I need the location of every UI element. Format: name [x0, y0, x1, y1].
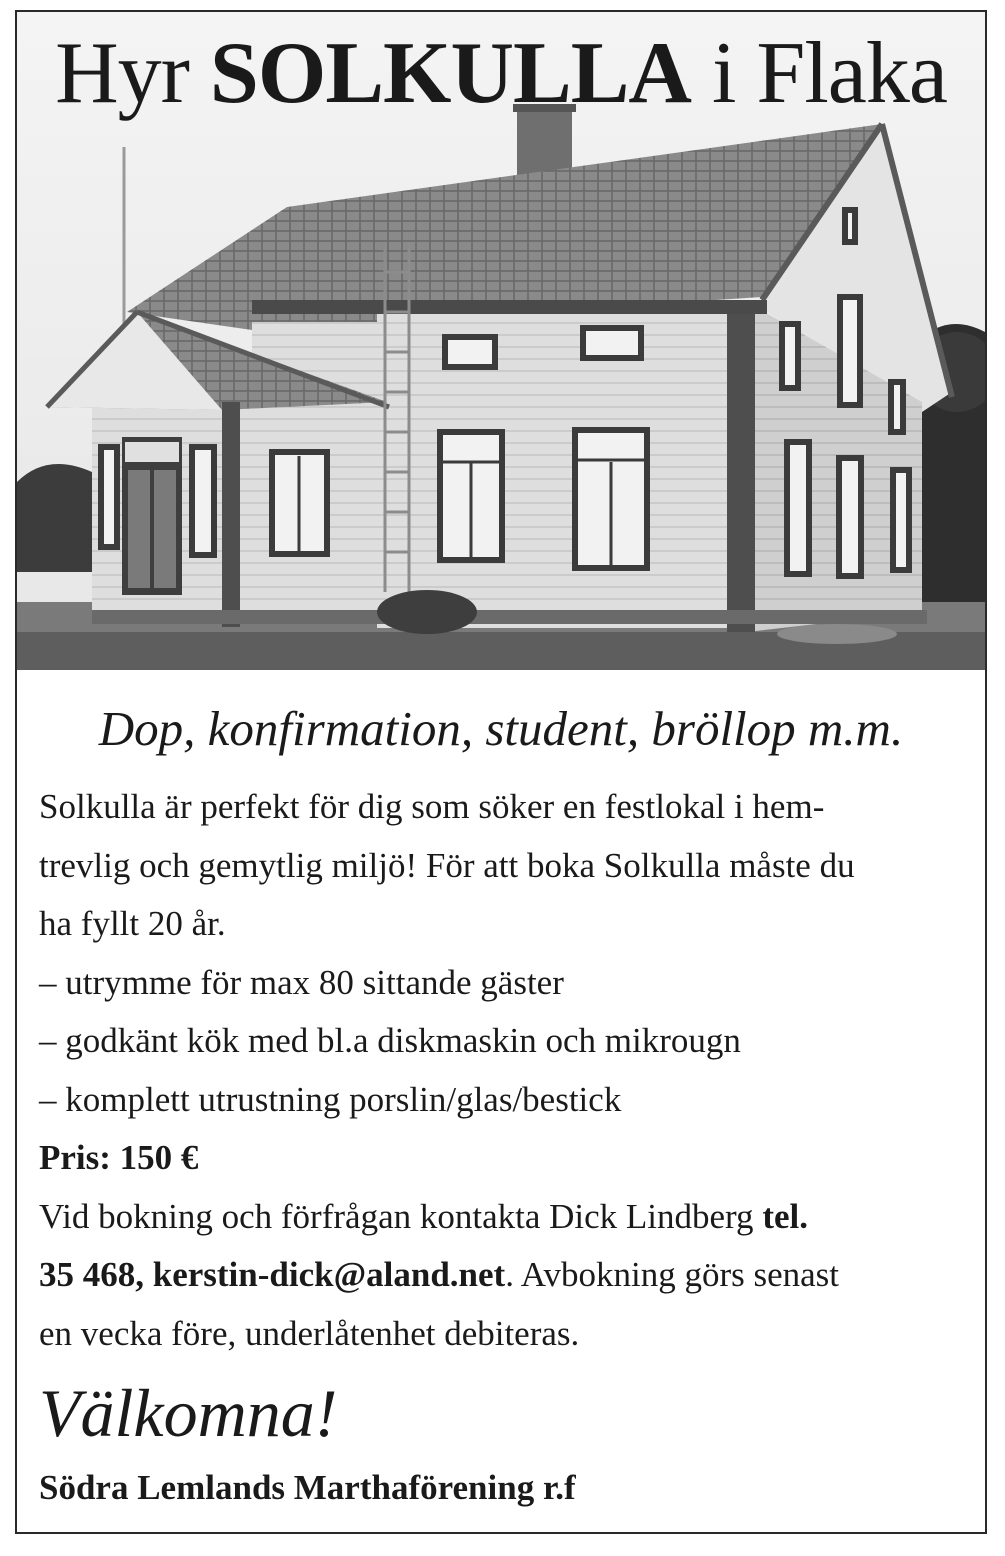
contact-line-3: en vecka före, underlåtenhet debiteras. [39, 1313, 580, 1353]
feature-seating: – utrymme för max 80 sittande gäster [39, 962, 564, 1002]
advertisement-frame [15, 10, 987, 1534]
welcome-text: Välkomna! [39, 1375, 338, 1451]
cancellation-text: . Avbokning görs senast [505, 1255, 840, 1294]
occasions-subheading: Dop, konfirmation, student, bröllop m.m. [98, 701, 904, 756]
contact-line-2 [39, 1246, 969, 1305]
intro-line-3: ha fyllt 20 år. [39, 904, 226, 943]
intro-line-1: Solkulla är perfekt för dig som söker en festlokal i hem- [39, 787, 825, 826]
organization-name: Södra Lemlands Marthaförening r.f [39, 1468, 576, 1507]
tel-label: tel. [762, 1196, 808, 1236]
headline-location: i Flaka [711, 25, 947, 122]
headline-solkulla: SOLKULLA [209, 25, 691, 122]
contact-line-1 [39, 1188, 969, 1247]
price-line: Pris: 150 € [39, 1138, 199, 1177]
phone-email: 35 468, kerstin-dick@aland.net [39, 1255, 506, 1294]
contact-text: Vid bokning och förfrågan kontakta Dick Lindberg [39, 1196, 754, 1236]
headline-hyr: Hyr [55, 25, 189, 122]
intro-line-2: trevlig och gemytlig miljö! För att boka Solkulla måste du [39, 845, 855, 885]
headline [17, 25, 985, 122]
feature-kitchen: – godkänt kök med bl.a diskmaskin och mikrougn [39, 1021, 741, 1060]
description-block [39, 778, 969, 1363]
feature-equipment: – komplett utrustning porslin/glas/bestick [39, 1079, 622, 1119]
